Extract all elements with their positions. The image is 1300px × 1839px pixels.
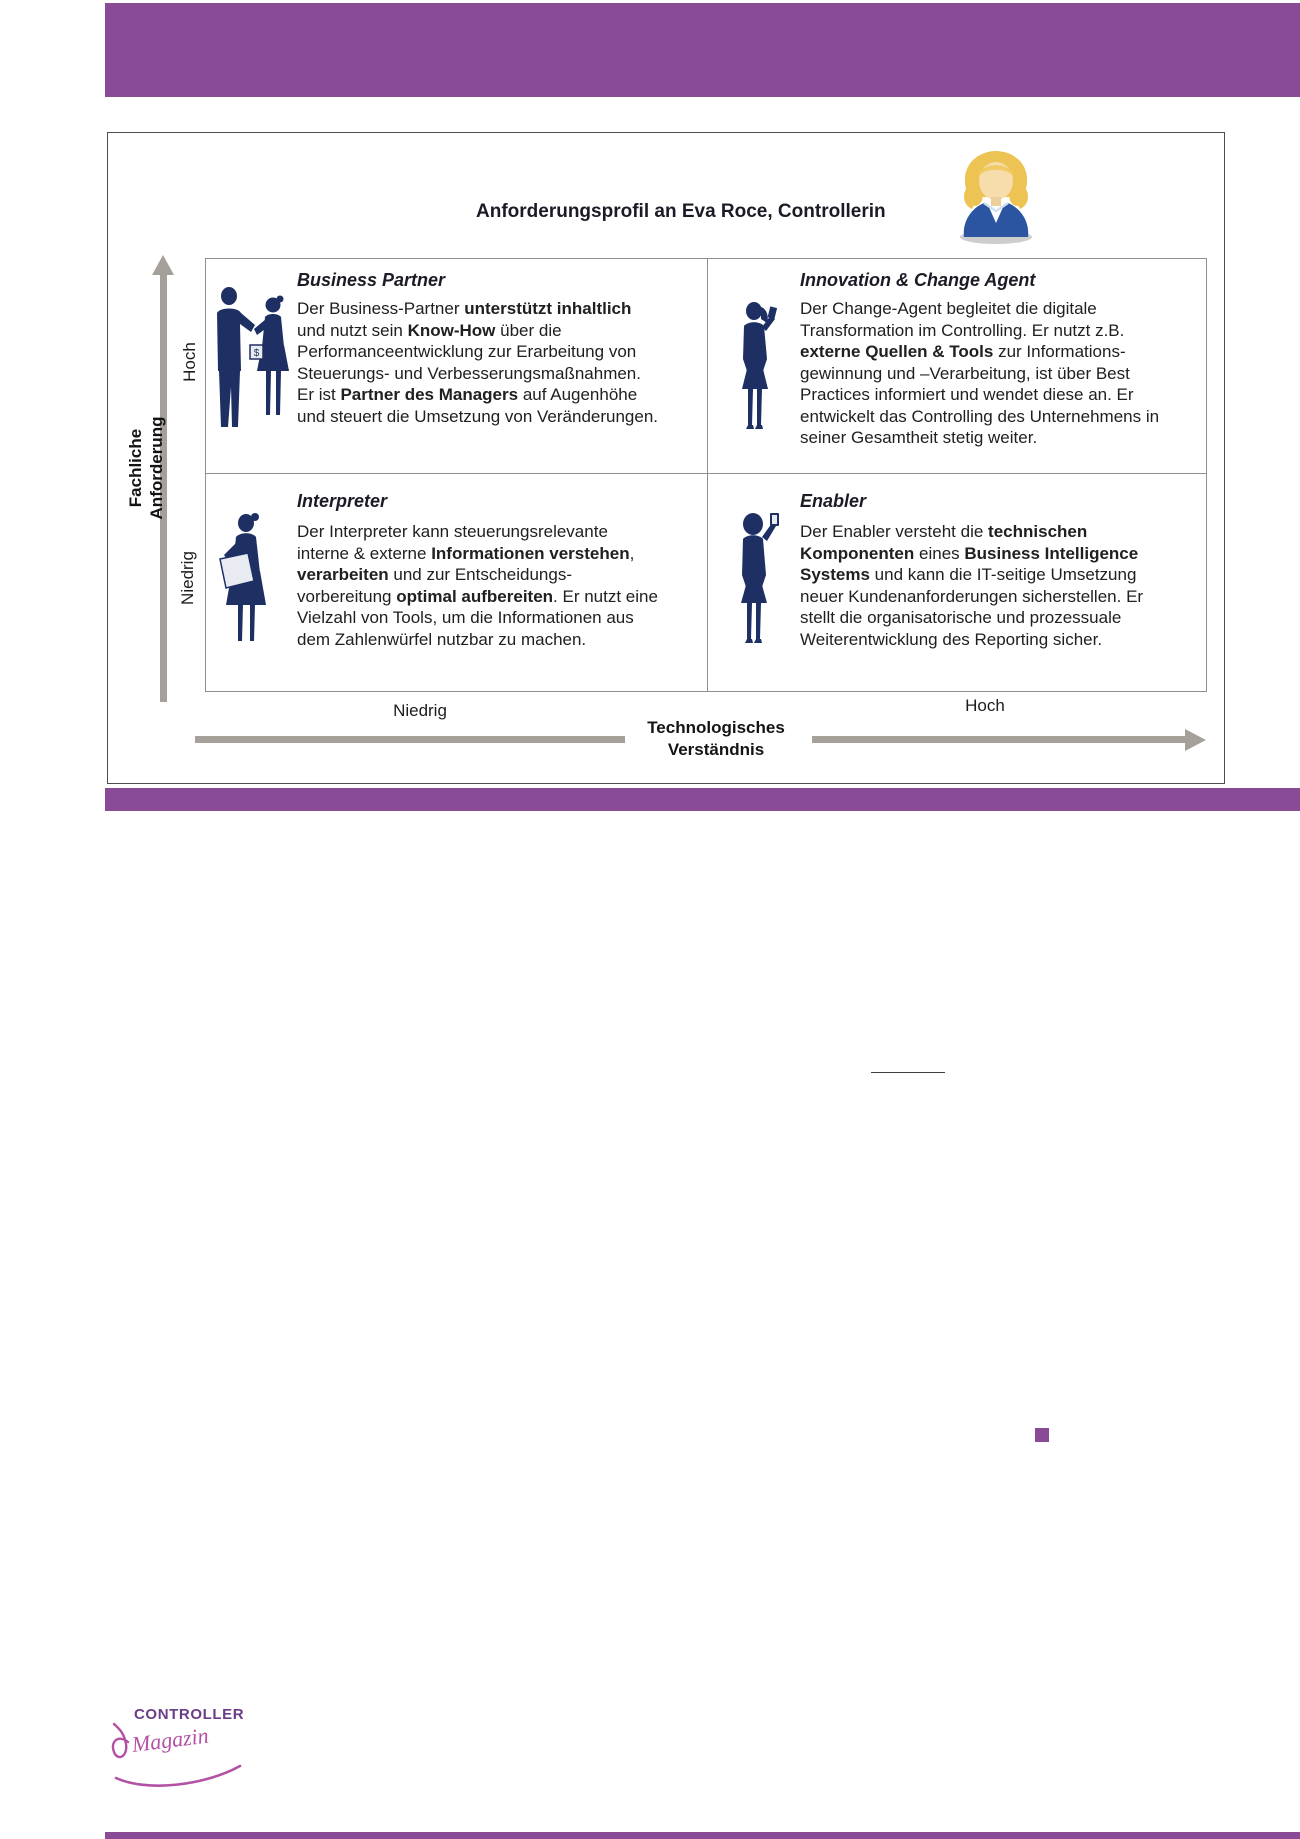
y-axis-arrowhead: [152, 255, 174, 275]
x-axis-arrowhead: [1185, 729, 1206, 751]
x-axis-label: [616, 717, 816, 761]
top-purple-bar: [105, 3, 1300, 97]
interpreter-silhouette-icon: [214, 511, 290, 647]
quadrant-title-change-agent: Innovation & Change Agent: [800, 270, 1036, 290]
quadrant-title-enabler: Enabler: [800, 491, 867, 511]
grid-divider-vertical: [707, 259, 708, 691]
footnote-rule: [871, 1072, 945, 1073]
business-partner-silhouettes-icon: [210, 283, 296, 433]
y-axis-high-label: Hoch: [180, 342, 199, 382]
enabler-silhouette-icon: [726, 511, 784, 645]
y-axis-low-label: Niedrig: [178, 551, 197, 605]
y-axis-label: [125, 408, 169, 528]
bottom-purple-bar: [105, 788, 1300, 811]
change-agent-silhouette-icon: [727, 299, 783, 431]
quadrant-body-interpreter: Der Interpreter kann steuerungsrelevante interne & externe Informationen verstehen, verarbeiten und zur Entscheidungs- vorbereitung optimal aufbereiten. Er nutzt eine Vielzahl von Tools, um die Informationen aus dem Zahlenwürfel nutzbar zu machen.: [297, 522, 658, 649]
quadrant-body-enabler: Der Enabler versteht die technischen Komponenten eines Business Intelligence Systems und kann die IT-seitige Umsetzung neuer Kundenanforderungen sicherstellen. Er stellt die organisatorische und prozessuale Weiterentwicklung des Reporting sicher.: [800, 522, 1144, 649]
quadrant-title-business-partner: Business Partner: [297, 270, 446, 290]
end-of-article-marker: [1035, 1428, 1049, 1442]
x-axis-label-line1: Technologisches: [647, 718, 785, 737]
briefcase-dollar-glyph: $: [253, 348, 260, 359]
figure-title: Anforderungsprofil an Eva Roce, Controllerin: [476, 201, 886, 222]
y-axis-label-line1: Fachliche: [126, 428, 145, 508]
document-sheet-icon: [220, 553, 254, 588]
logo-script-word: Magazin: [130, 1722, 210, 1757]
grid-divider-horizontal: [206, 473, 1206, 474]
next-page-purple-strip: [105, 1832, 1300, 1839]
logo-wordmark: CONTROLLER: [134, 1706, 245, 1723]
x-axis-low-label: Niedrig: [393, 701, 447, 720]
x-axis-label-line2: Verständnis: [667, 740, 765, 759]
x-axis-high-label: Hoch: [965, 696, 1005, 715]
controller-magazin-logo: [98, 1698, 268, 1798]
y-axis-label-line2: Anforderung: [147, 416, 166, 520]
quadrant-body-change-agent: Der Change-Agent begleitet die digitale Transformation im Controlling. Er nutzt z.B. externe Quellen & Tools zur Informations- gewinnung und –Verarbeitung, ist über Best Practices informiert und wendet diese an. Er entwickelt das Controlling des Unternehmens in seiner Gesamtheit stetig weiter.: [800, 299, 1160, 447]
woman-avatar-icon: [950, 145, 1042, 245]
quadrant-body-business-partner: Der Business-Partner unterstützt inhaltlich und nutzt sein Know-How über die Performanceentwicklung zur Erarbeitung von Steuerungs- und Verbesserungsmaßnahmen. Er ist Partner des Managers auf Augenhöhe und steuert die Umsetzung von Veränderungen.: [297, 299, 659, 426]
x-axis-bar-left: [195, 736, 625, 743]
quadrant-title-interpreter: Interpreter: [297, 491, 388, 511]
tablet-screen-icon: [772, 515, 777, 524]
x-axis-arrow: [812, 736, 1187, 743]
